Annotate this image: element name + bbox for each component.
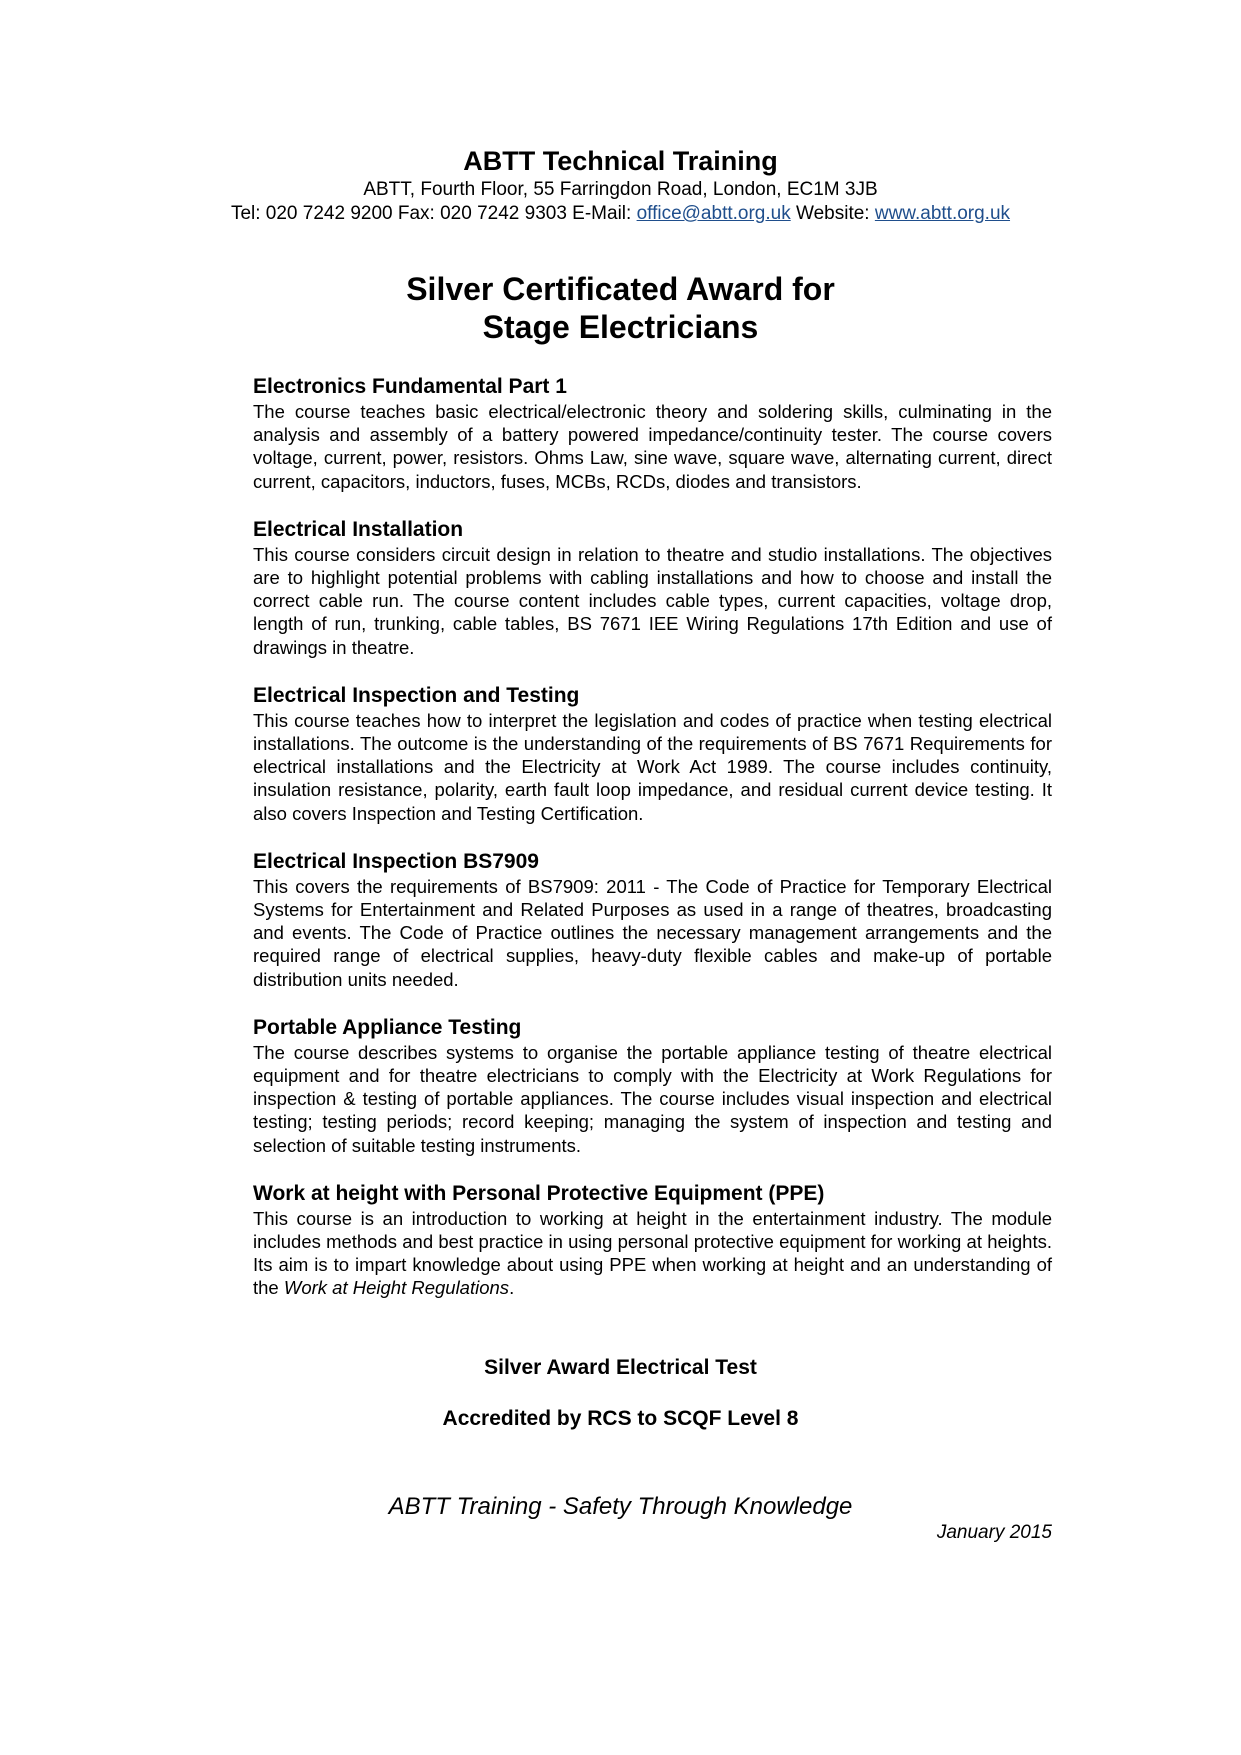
course-description: This course teaches how to interpret the legislation and codes of practice when testing electrical installations. The outcome is the understanding of the requirements of BS 7671 Requirements for electrical installations and the Electricity at Work Act 1989. The course includes continuity, insulation resistance, polarity, earth fault loop impedance, and residual current device testing. It also covers Inspection and Testing Certification.	[253, 709, 1052, 824]
contact-line	[0, 202, 1241, 226]
regulation-name: Work at Height Regulations	[283, 1277, 510, 1299]
website-label: Website:	[790, 203, 875, 224]
course-title: Electronics Fundamental Part 1	[253, 375, 567, 398]
course-list	[253, 373, 1052, 1323]
course-description	[253, 1207, 1052, 1300]
course-portable-appliance-testing	[253, 1014, 1052, 1157]
course-description: This course considers circuit design in relation to theatre and studio installations. The objectives are to highlight potential problems with cabling installations and how to choose and install the correct cable run. The course content includes cable types, current capacities, voltage drop, length of run, trunking, cable tables, BS 7671 IEE Wiring Regulations 17th Edition and use of drawings in theatre.	[253, 543, 1052, 658]
document-title-line-2: Stage Electricians	[482, 309, 759, 345]
course-title: Work at height with Personal Protective Equipment (PPE)	[253, 1181, 825, 1205]
course-electronics-fundamental	[253, 373, 1052, 493]
accreditation-line: Accredited by RCS to SCQF Level 8	[442, 1407, 799, 1430]
document-title-line-1: Silver Certificated Award for	[406, 271, 835, 307]
course-work-at-height	[253, 1180, 1052, 1300]
course-description-main: This course is an introduction to working at height in the entertainment industry. The module includes methods and best practice in using personal protective equipment for working at heights. Its aim is to impart knowledge about using PPE when working at height and an understanding of the	[253, 1207, 1052, 1299]
course-description: The course teaches basic electrical/electronic theory and soldering skills, culminating in the analysis and assembly of a battery powered impedance/continuity tester. The course covers voltage, current, power, resistors. Ohms Law, sine wave, square wave, alternating current, direct current, capacitors, inductors, fuses, MCBs, RCDs, diodes and transistors.	[253, 401, 1052, 492]
website-link[interactable]: www.abtt.org.uk	[874, 203, 1011, 224]
tel-fax-label: Tel: 020 7242 9200 Fax: 020 7242 9303 E-Mail:	[230, 203, 637, 224]
course-title: Electrical Installation	[253, 517, 464, 541]
organisation-name: ABTT Technical Training	[463, 146, 778, 176]
test-title: Silver Award Electrical Test	[484, 1356, 757, 1379]
course-inspection-testing	[253, 682, 1052, 825]
course-title: Electrical Inspection and Testing	[253, 683, 580, 707]
course-description-end: .	[509, 1277, 515, 1299]
organisation-address: ABTT, Fourth Floor, 55 Farringdon Road, London, EC1M 3JB	[363, 179, 878, 200]
document-date: January 2015	[936, 1522, 1052, 1543]
course-title: Portable Appliance Testing	[253, 1015, 522, 1039]
course-description: The course describes systems to organise the portable appliance testing of theatre electrical equipment and for theatre electricians to comply with the Electricity at Work Regulations for inspection & testing of portable appliances. The course includes visual inspection and electrical testing; testing periods; record keeping; managing the system of inspection and testing and selection of suitable testing instruments.	[253, 1041, 1052, 1156]
tagline: ABTT Training - Safety Through Knowledge	[388, 1493, 853, 1520]
course-title: Electrical Inspection BS7909	[253, 849, 539, 873]
course-inspection-bs7909	[253, 848, 1052, 991]
document-title	[0, 270, 1241, 346]
course-electrical-installation	[253, 516, 1052, 659]
organisation-header	[0, 144, 1241, 226]
email-link[interactable]: office@abtt.org.uk	[636, 203, 791, 224]
course-description: This covers the requirements of BS7909: 2011 - The Code of Practice for Temporary Electrical Systems for Entertainment and Related Purposes as used in a range of theatres, broadcasting and events. The Code of Practice outlines the necessary management arrangements and the required range of electrical supplies, heavy-duty flexible cables and make-up of portable distribution units needed.	[253, 875, 1052, 990]
